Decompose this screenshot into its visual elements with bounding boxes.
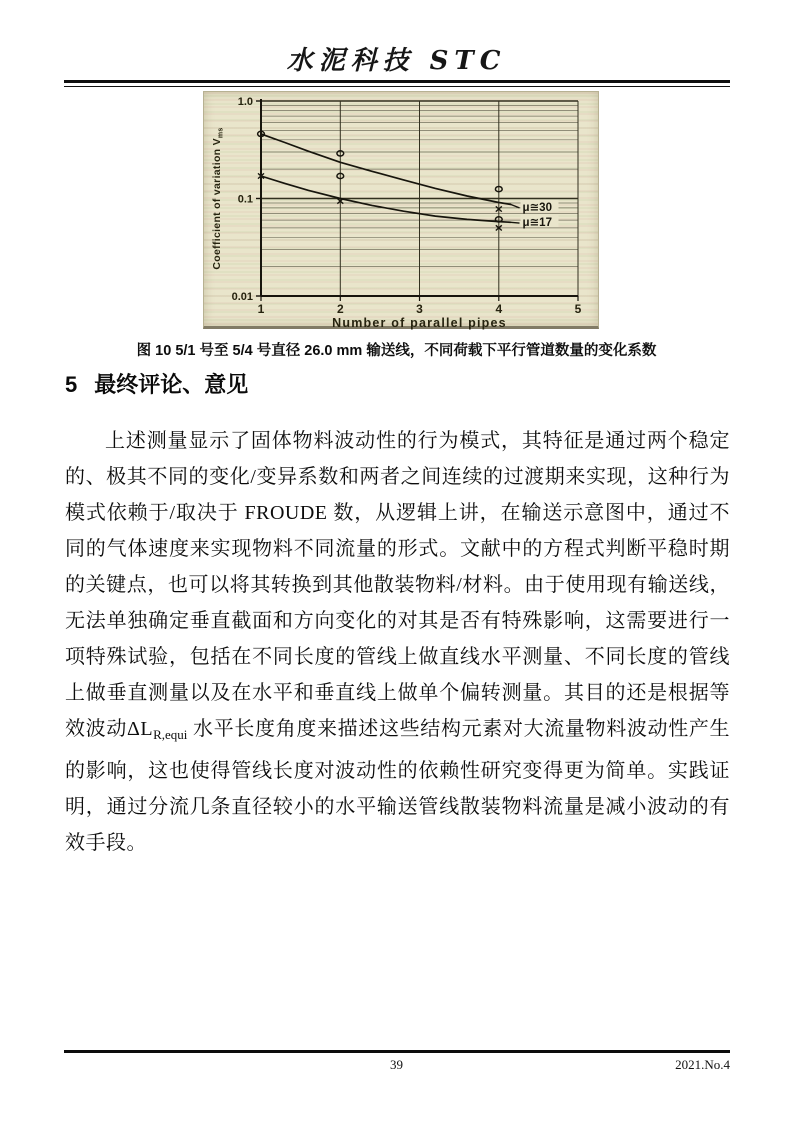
footer-page-number: 39: [390, 1057, 403, 1072]
y-tick-label: 0.1: [237, 193, 253, 206]
section-heading: [65, 368, 248, 399]
figure-caption: 图 10 5/1 号至 5/4 号直径 26.0 mm 输送线，不同荷载下平行管道数量的变化系数: [136, 343, 657, 359]
chart-svg: [204, 92, 600, 330]
body-text-1: 上述测量显示了固体物料波动性的行为模式，其特征是通过两个稳定的、极其不同的变化/变异系数和两者之间连续的过渡期来实现，这种行为模式依赖于/取决于 FROUDE 数，从逻辑上讲，在输送示意图中，通过不同的气体速度来实现物料不同流量的形式。文献中的方程式判断平稳时期的关键点，也可以将其转换到其他散装物料/材料。由于使用现有输送线，无法单独确定垂直截面和方向变化的对其是否有特殊影响，这需要进行一项特殊试验，包括在不同长度的管线上做直线水平测量、不同长度的管线上做垂直测量以及在水平和垂直线上做单个偏转测量。其目的还是根据等效波动ΔL: [65, 430, 730, 740]
y-tick-label: 1.0: [237, 96, 253, 108]
series-label-mu-17: μ≅17: [522, 217, 552, 230]
x-tick-label: 3: [416, 302, 423, 316]
x-axis-title: Number of parallel pipes: [332, 316, 507, 330]
footer-rule: [64, 1050, 730, 1053]
y-axis-title: Coefficient of variation $V_{ms}$: [211, 127, 225, 270]
body-paragraph: [65, 423, 730, 861]
series-leader-mu-17: [511, 222, 520, 223]
body-subscript: R,equi: [153, 727, 188, 742]
x-tick-label: 5: [574, 302, 582, 316]
y-tick-label: 0.01: [231, 291, 253, 303]
x-tick-label: 4: [495, 302, 503, 316]
x-tick-label: 1: [257, 302, 265, 316]
section-title: 最终评论、意见: [94, 372, 249, 397]
series-label-mu-30: μ≅30: [522, 201, 552, 214]
section-number: 5: [65, 372, 78, 397]
journal-title: 水泥科技 STC: [286, 46, 507, 76]
header-rule: [64, 80, 730, 87]
x-tick-label: 2: [336, 302, 344, 316]
series-leader-mu-30: [511, 204, 520, 208]
footer-issue: 2021.No.4: [675, 1057, 730, 1072]
body-text-2: 水平长度角度来描述这些结构元素对大流量物料波动性产生的影响，这也使得管线长度对波动性的依赖性研究变得更为简单。实践证明，通过分流几条直径较小的水平输送管线散装物料流量是减小波动的有效手段。: [65, 718, 731, 854]
figure-chart-scan: [203, 91, 599, 329]
